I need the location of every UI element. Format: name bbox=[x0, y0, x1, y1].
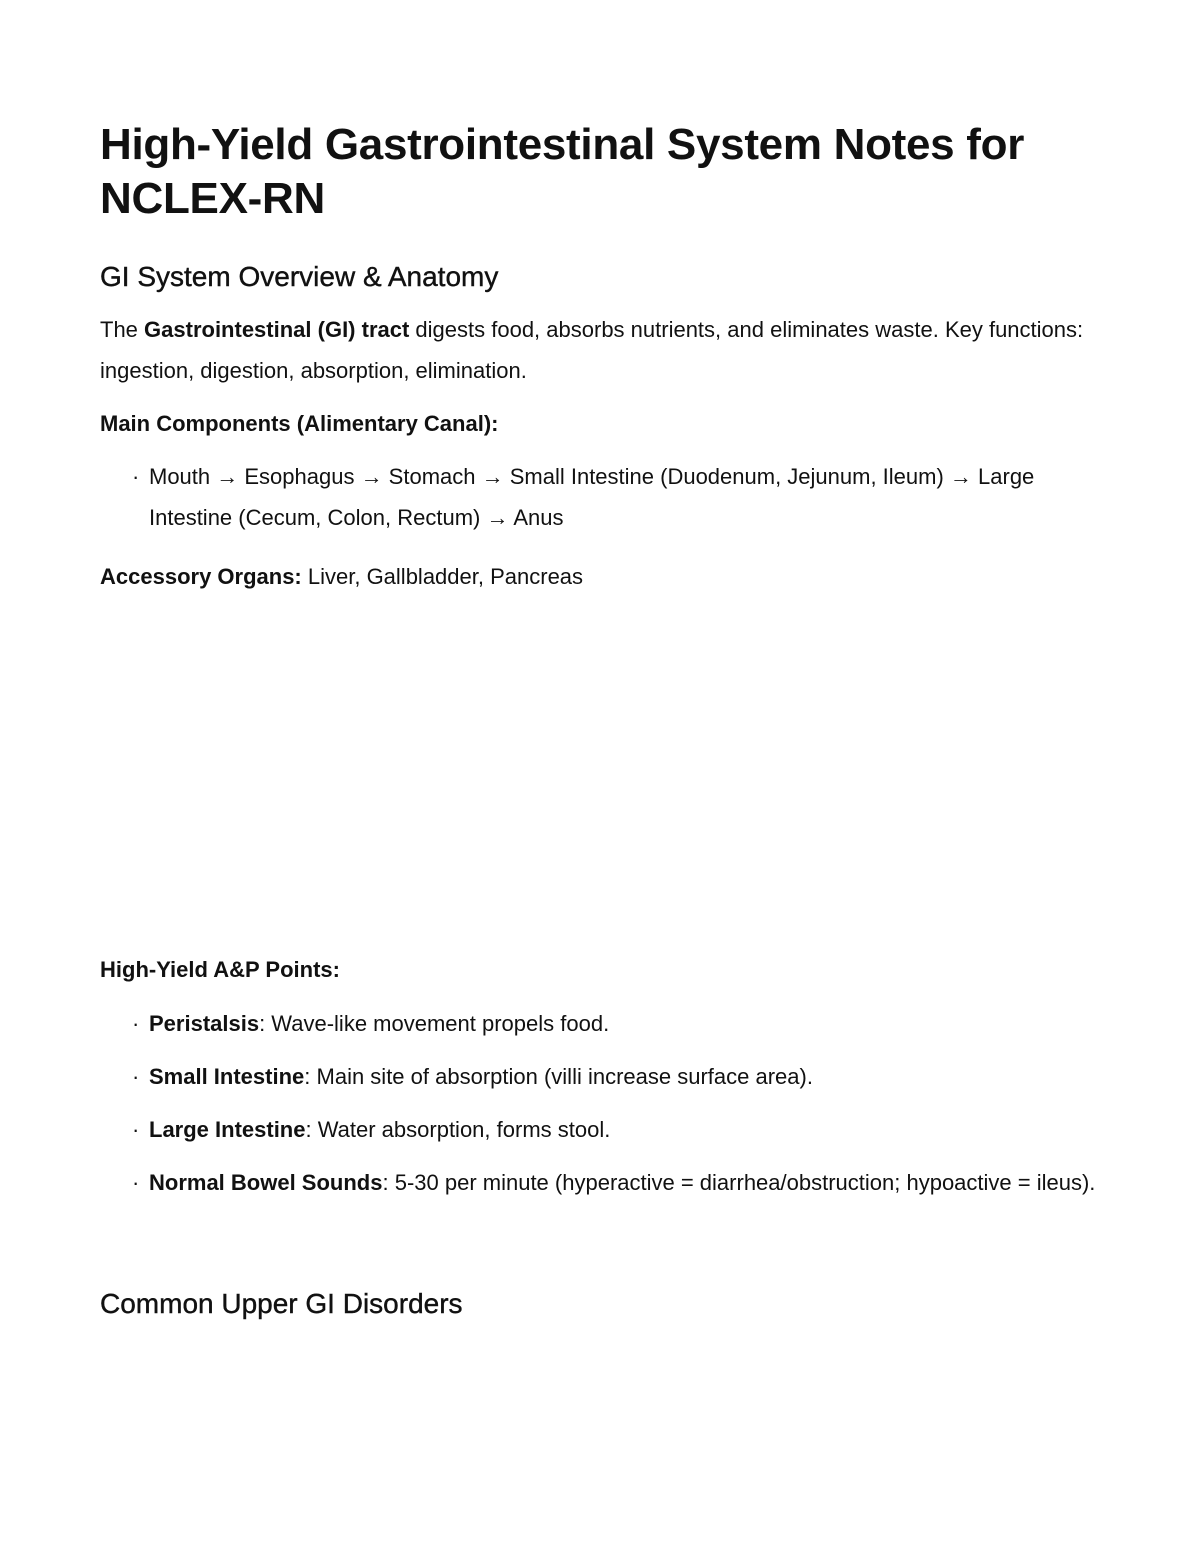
list-item-text: : 5-30 per minute (hyperactive = diarrhea/obstruction; hypoactive = ileus). bbox=[382, 1170, 1096, 1195]
section-heading-overview: GI System Overview & Anatomy bbox=[100, 261, 499, 292]
page-title: High-Yield Gastrointestinal System Notes for NCLEX-RN bbox=[100, 120, 1025, 223]
high-yield-label: High-Yield A&P Points: bbox=[100, 957, 340, 982]
list-item bbox=[100, 1162, 1110, 1203]
intro-paragraph bbox=[100, 309, 1110, 391]
accessory-text: Liver, Gallbladder, Pancreas bbox=[301, 564, 584, 589]
list-item-text: : Water absorption, forms stool. bbox=[305, 1117, 611, 1142]
bullet: · bbox=[132, 1170, 140, 1195]
bullet: · bbox=[132, 1117, 140, 1142]
bullet: · bbox=[132, 1064, 140, 1089]
bullet: · bbox=[132, 464, 140, 489]
list-item bbox=[100, 1056, 1110, 1097]
list-item-term: Peristalsis bbox=[149, 1011, 260, 1036]
list-item-text: : Main site of absorption (villi increase surface area). bbox=[304, 1064, 813, 1089]
list-item bbox=[100, 1003, 1110, 1044]
main-components-list bbox=[100, 456, 1110, 538]
bullet: · bbox=[132, 1011, 140, 1036]
accessory-organs bbox=[100, 562, 583, 592]
list-item bbox=[100, 456, 1110, 538]
intro-bold-term: Gastrointestinal (GI) tract bbox=[144, 317, 410, 342]
main-components-label: Main Components (Alimentary Canal): bbox=[100, 411, 499, 436]
section-heading-upper-gi: Common Upper GI Disorders bbox=[100, 1288, 463, 1319]
high-yield-list bbox=[100, 1003, 1110, 1215]
list-item-term: Normal Bowel Sounds bbox=[149, 1170, 383, 1195]
list-item-term: Small Intestine bbox=[149, 1064, 305, 1089]
list-item-term: Large Intestine bbox=[149, 1117, 306, 1142]
intro-text-start: The bbox=[100, 317, 145, 342]
list-item-text: : Wave-like movement propels food. bbox=[259, 1011, 610, 1036]
list-item-text: Mouth → Esophagus → Stomach → Small Intestine (Duodenum, Jejunum, Ileum) → Large Intestine (Cecum, Colon, Rectum) → Anus bbox=[149, 464, 1035, 530]
intro-text-end: digests food, absorbs nutrients, and eliminates waste. Key functions: ingestion, digestion, absorption, elimination. bbox=[100, 317, 1084, 383]
accessory-label: Accessory Organs: bbox=[100, 564, 302, 589]
list-item bbox=[100, 1109, 1110, 1150]
